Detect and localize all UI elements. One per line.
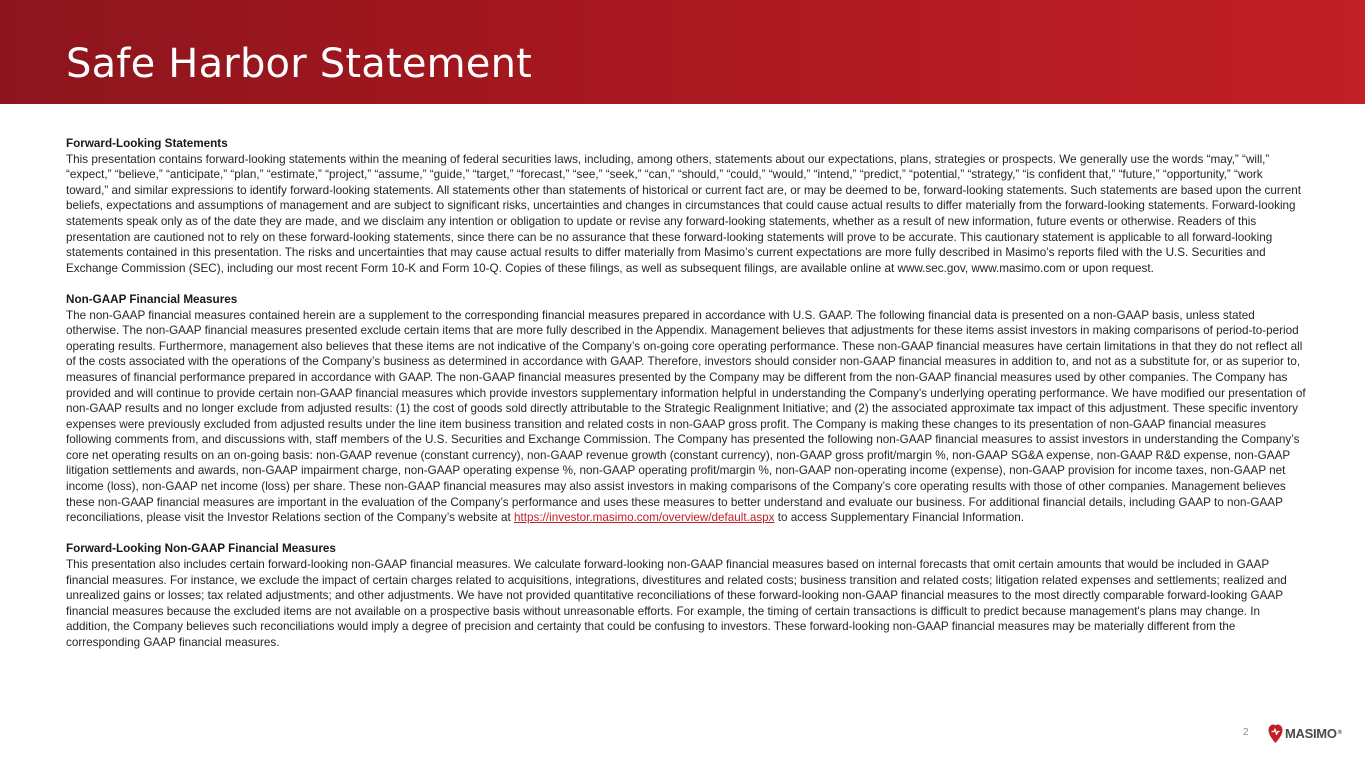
section-forward-looking-statements bbox=[66, 136, 1306, 276]
section-body-text-after-link: to access Supplementary Financial Information. bbox=[774, 511, 1024, 525]
section-heading: Forward-Looking Non-GAAP Financial Measures bbox=[66, 542, 336, 556]
masimo-logo bbox=[1268, 718, 1342, 748]
logo-wordmark: MASIMO bbox=[1285, 725, 1337, 741]
section-forward-looking-non-gaap bbox=[66, 541, 1306, 650]
page-title: Safe Harbor Statement bbox=[66, 41, 533, 87]
section-body: This presentation contains forward-looking statements within the meaning of federal securities laws, including, among others, statements about our expectations, plans, strategies or prospects. We generally use the words “may,” “will,” “expect,” “believe,” “anticipate,” “plan,” “estimate,” “project,” “assume,” “guide,” “target,” “forecast,” “see,” “seek,” “can,” “should,” “could,” “would,” “intend,” “predict,” “potential,” “strategy,” “is confident that,” “future,” “opportunity,” “work toward,” and similar expressions to identify forward-looking statements. All statements other than statements of historical or current fact are, or may be deemed to be, forward-looking statements. Such statements are based upon the current beliefs, expectations and assumptions of management and are subject to significant risks, uncertainties and changes in circumstances that could cause actual results to differ materially from the forward-looking statements. Forward-looking statements speak only as of the date they are made, and we disclaim any intention or obligation to update or revise any forward-looking statements, whether as a result of new information, future events or otherwise. Readers of this presentation are cautioned not to rely on these forward-looking statements, since there can be no assurance that these forward-looking statements will prove to be accurate. This cautionary statement is applicable to all forward-looking statements contained in this presentation. The risks and uncertainties that may cause actual results to differ materially from Masimo’s current expectations are more fully described in Masimo’s reports filed with the U.S. Securities and Exchange Commission (SEC), including our most recent Form 10-K and Form 10-Q. Copies of these filings, as well as subsequent filings, are available online at www.sec.gov, www.masimo.com or upon request. bbox=[66, 152, 1301, 275]
header-banner bbox=[0, 0, 1365, 104]
registered-mark: ® bbox=[1337, 730, 1342, 736]
page-number: 2 bbox=[1243, 727, 1249, 738]
section-heading: Forward-Looking Statements bbox=[66, 137, 228, 150]
section-body: This presentation also includes certain forward-looking non-GAAP financial measures. We calculate forward-looking non-GAAP financial measures based on internal forecasts that omit certain amounts that would be included in GAAP financial measures. For instance, we exclude the impact of certain charges related to acquisitions, integrations, divestitures and related costs; business transition and related costs; litigation related expenses and settlements; realized and unrealized gains or losses; tax related adjustments; and other adjustments. We have not provided quantitative reconciliations of these forward-looking non-GAAP financial measures to the most directly comparable forward-looking GAAP financial measures because the excluded items are not available on a prospective basis without unreasonable efforts. For example, the timing of certain transactions is difficult to predict because management's plans may change. In addition, the Company believes such reconciliations would imply a degree of precision and certainty that could be confusing to investors. These forward-looking non-GAAP financial measures may be materially different from the corresponding GAAP financial measures. bbox=[66, 558, 1287, 649]
section-body-text: The non-GAAP financial measures contained herein are a supplement to the corresponding financial measures prepared in accordance with U.S. GAAP. The following financial data is presented on a non-GAAP basis, unless stated otherwise. The non-GAAP financial measures presented exclude certain items that are more fully described in the Appendix. Management believes that adjustments for these items assist investors in making comparisons of period-to-period operating results. Furthermore, management also believes that these items are not indicative of the Company’s on-going core operating performance. These non-GAAP financial measures have certain limitations in that they do not reflect all of the costs associated with the operations of the Company’s business as determined in accordance with GAAP. Therefore, investors should consider non-GAAP financial measures in addition to, and not as a substitute for, or as superior to, measures of financial performance prepared in accordance with GAAP. The non-GAAP financial measures presented by the Company may be different from the non-GAAP financial measures used by other companies. The Company has provided and will continue to provide certain non-GAAP financial measures which provide investors supplementary information helpful in understanding the Company’s underlying operating performance. We have modified our presentation of non-GAAP results and no longer exclude from adjusted results: (1) the cost of goods sold directly attributable to the Strategic Realignment Initiative; and (2) the associated approximate tax impact of this adjustment. These specific inventory expenses were previously excluded from adjusted results under the line item business transition and related costs in non-GAAP gross profit. The Company is making these changes to its presentation of non-GAAP financial measures following comments from, and discussions with, staff members of the U.S. Securities and Exchange Commission. The Company has presented the following non-GAAP financial measures to assist investors in understanding the Company’s core net operating results on an on-going basis: non-GAAP revenue (constant currency), non-GAAP revenue growth (constant currency), non-GAAP gross profit/margin %, non-GAAP SG&A expense, non-GAAP R&D expense, non-GAAP litigation settlements and awards, non-GAAP impairment charge, non-GAAP operating expense %, non-GAAP operating profit/margin %, non-GAAP non-operating income (expense), non-GAAP provision for income taxes, non-GAAP net income (loss), non-GAAP net income (loss) per share. These non-GAAP financial measures may also assist investors in making comparisons of the Company’s core operating results with those of other companies. Management believes these non-GAAP financial measures are important in the evaluation of the Company’s performance and uses these measures to better understand and evaluate our business. For additional financial details, including GAAP to non-GAAP reconciliations, please visit the Investor Relations section of the Company’s website at bbox=[66, 308, 1306, 525]
investor-relations-link[interactable]: https://investor.masimo.com/overview/default.aspx bbox=[514, 511, 775, 525]
masimo-heart-icon bbox=[1268, 722, 1283, 744]
section-heading: Non-GAAP Financial Measures bbox=[66, 292, 238, 306]
section-body bbox=[66, 308, 1306, 526]
safe-harbor-content bbox=[66, 136, 1306, 666]
section-non-gaap-measures bbox=[66, 292, 1306, 526]
